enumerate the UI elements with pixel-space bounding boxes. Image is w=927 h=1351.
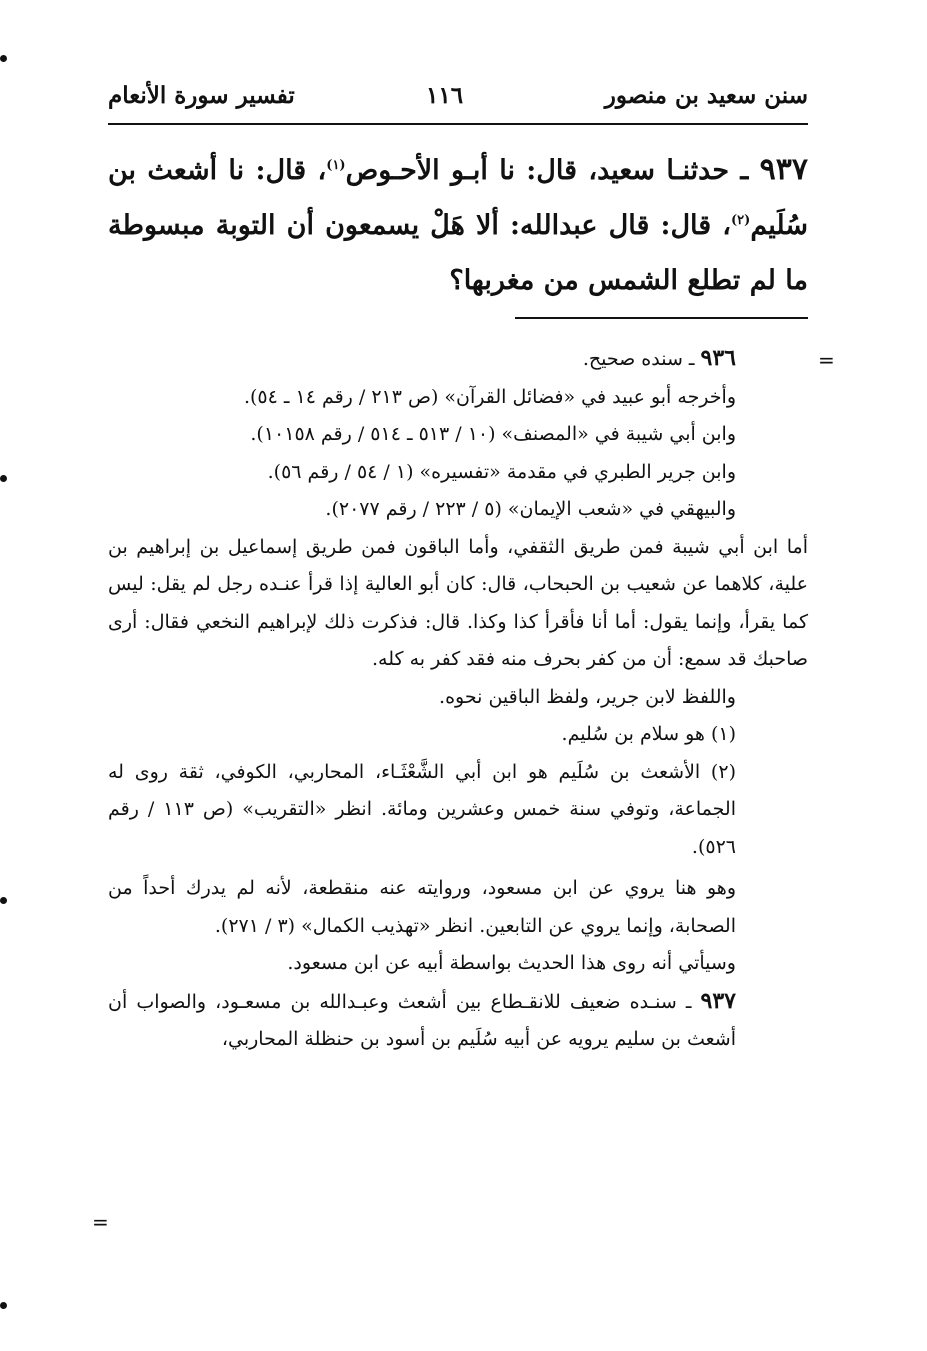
footnote-1: (١) هو سلام بن سُليم.	[561, 723, 736, 745]
footnotes	[108, 340, 808, 1059]
note-936-text: ـ سنده صحيح.	[582, 348, 695, 370]
source-4: والبيهقي في «شعب الإيمان» (٥ / ٢٢٣ / رقم ٢٠٧٧).	[325, 498, 736, 520]
hadith-line2a: أشعث بن سُلَيم	[108, 155, 808, 241]
source-2: وابن أبي شيبة في «المصنف» (١٠ / ٥١٣ ـ ٥١٤ / رقم ١٠١٥٨).	[250, 423, 736, 445]
continuation-mark-bottom: =	[92, 1210, 109, 1234]
note-937-number: ٩٣٧	[700, 987, 736, 1014]
footnote-2: (٢) الأشعث بن سُلَيم هو ابن أبي الشَّعْثَـاء، المحاربي، الكوفي، ثقة روى له الجماعة، وتوفي سنة خمس وعشرين ومائة. انظر «التقريب» (ص ١١٣ / رقم ٥٢٦).	[108, 760, 736, 858]
hadith-paragraph	[108, 142, 808, 308]
note-936-number: ٩٣٦	[700, 345, 736, 371]
note-937-text: ـ سنـده ضعيف للانقـطاع بين أشعث وعبـدالله بن مسعـود، والصواب أن أشعث بن سليم يرويه عن أبيه سُلَيم بن أسود بن حنظلة المحاربي،	[108, 990, 736, 1050]
source-1: وأخرجه أبو عبيد في «فضائل القرآن» (ص ٢١٣ / رقم ١٤ ـ ٥٤).	[243, 385, 736, 408]
margin-dot-lower	[0, 897, 7, 904]
note-paragraph-3: وهو هنا يروي عن ابن مسعود، وروايته عنه منقطعة، لأنه لم يدرك أحداً من الصحابة، وإنما يروي عن التابعين. انظر «تهذيب الكمال» (٣ / ٢٧١).	[108, 877, 736, 937]
note-paragraph-2: واللفظ لابن جرير، ولفظ الباقين نحوه.	[439, 685, 736, 708]
margin-dot-top	[0, 55, 7, 62]
continuation-mark-top: =	[818, 348, 835, 372]
footnotes-rule	[515, 317, 808, 319]
margin-dot-bottom	[0, 1302, 7, 1309]
note-paragraph-4: وسيأتي أنه روى هذا الحديث بواسطة أبيه عن ابن مسعود.	[287, 952, 736, 974]
source-3: وابن جرير الطبري في مقدمة «تفسيره» (١ / ٥٤ / رقم ٥٦).	[267, 460, 736, 483]
page-header	[108, 82, 808, 122]
note-936	[108, 340, 808, 379]
hadith-line1b: ، قال: نا	[228, 155, 327, 186]
header-rule	[108, 123, 808, 125]
section-title: تفسير سورة الأنعام	[108, 82, 295, 109]
margin-dot-middle	[0, 475, 7, 482]
hadith-line3: مبسوطة ما لم تطلع الشمس من مغربها؟	[108, 210, 808, 296]
note-paragraph-1: أما ابن أبي شيبة فمن طريق الثقفي، وأما الباقون فمن طريق إسماعيل بن إبراهيم بن علية، كلاهما عن شعيب بن الحبحاب، قال: كان أبو العالية إذا قرأ عنـده رجل لم يقل: ليس كما يقرأ، وإنما يقول: أما أنا فأقرأ كذا وكذا. قال: فذكرت ذلك لإبراهيم النخعي فقال: أرى صاحبك قد سمع: أن من كفر بحرف منه فقد كفر به كله.	[108, 535, 808, 670]
main-text	[108, 142, 808, 308]
book-title: سنن سعيد بن منصور	[604, 82, 808, 109]
hadith-number: ٩٣٧	[759, 152, 808, 187]
footnote-ref-2: (٢)	[731, 213, 751, 228]
hadith-line2b: ، قال: قال عبدالله: ألا هَلْ يسمعون أن التوبة	[215, 210, 732, 241]
hadith-dash: ـ	[740, 155, 749, 186]
note-937	[108, 983, 808, 1059]
footnote-ref-1: (١)	[326, 158, 346, 173]
page-number: ١١٦	[426, 82, 464, 109]
hadith-line1: حدثنـا سعيد، قال: نا أبـو الأحـوص	[345, 155, 730, 186]
